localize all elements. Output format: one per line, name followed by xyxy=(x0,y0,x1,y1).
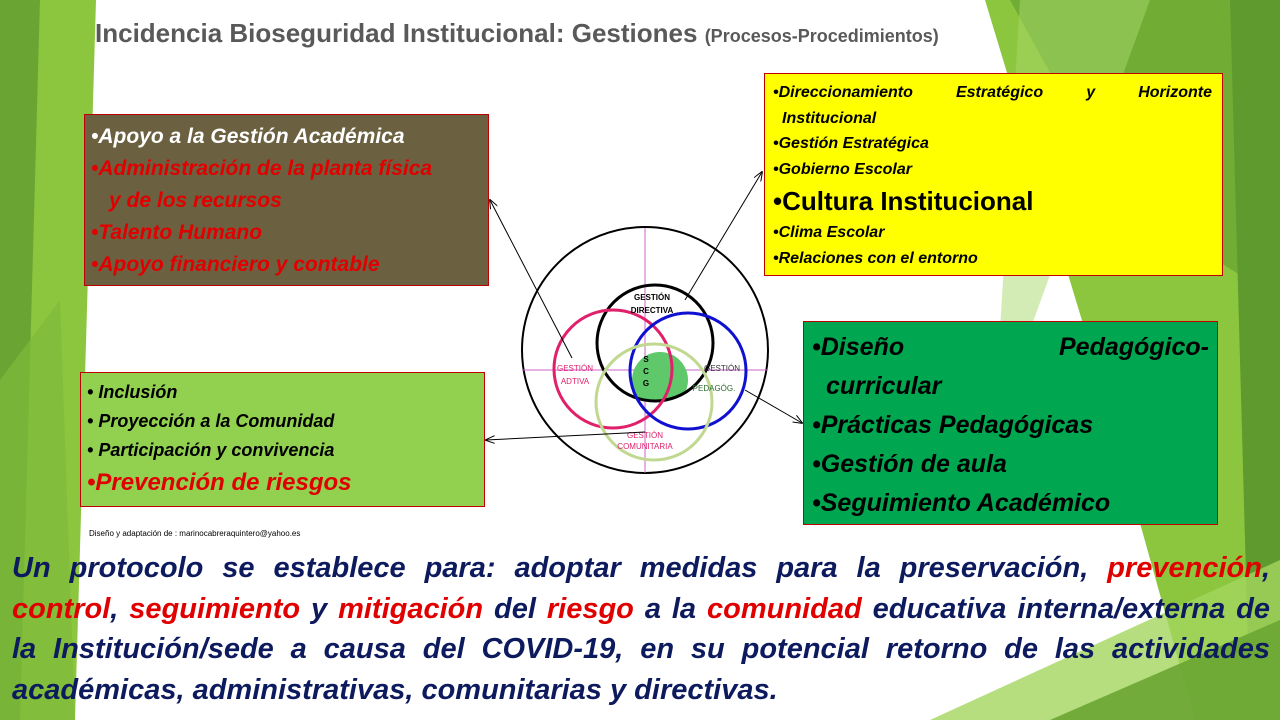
label-comunitaria-2: COMUNITARIA xyxy=(617,442,673,451)
protocol-statement: Un protocolo se establece para: adoptar medidas para la preservación, prevención, control, seguimiento y mitigación del riesgo a la comunidad educativa interna/externa de la Institución/sede a causa del COVID-19, en su potencial retorno de las actividades académicas, administrativas, comunitarias y directivas. xyxy=(12,552,1270,706)
list-item-highlight: •Prevención de riesgos xyxy=(87,469,352,496)
list-item: • Participación y convivencia xyxy=(87,440,335,460)
list-item: •Apoyo a la Gestión Académica xyxy=(91,125,405,148)
list-item: •Gobierno Escolar xyxy=(773,160,912,178)
list-item: • Inclusión xyxy=(87,382,178,402)
title-main: Incidencia Bioseguridad Institucional: Gestiones xyxy=(95,18,698,48)
list-item: •Diseño Pedagógico- xyxy=(812,333,1209,361)
list-item: •Clima Escolar xyxy=(773,224,885,241)
label-administrativa-2: ADTIVA xyxy=(560,377,590,386)
list-item-continuation: Institucional xyxy=(782,109,877,127)
list-item: •Apoyo financiero y contable xyxy=(91,253,380,276)
label-center-g: G xyxy=(642,379,650,388)
list-item: •Administración de la planta física xyxy=(91,157,433,180)
label-pedagogica-1: GESTIÓN xyxy=(703,364,741,373)
list-item: •Gestión Estratégica xyxy=(773,135,929,152)
list-item: •Prácticas Pedagógicas xyxy=(812,411,1094,439)
label-center-c: C xyxy=(643,367,649,376)
list-item: • Proyección a la Comunidad xyxy=(87,411,335,431)
title-subtitle: (Procesos-Procedimientos) xyxy=(704,26,939,46)
list-item: •Gestión de aula xyxy=(812,450,1007,478)
label-comunitaria-1: GESTIÓN xyxy=(626,431,664,440)
arrow-to-comunitaria xyxy=(486,432,645,440)
list-item: •Talento Humano xyxy=(91,221,263,244)
arrow-to-administrativa xyxy=(490,200,572,358)
arrow-to-pedagogica xyxy=(745,390,802,423)
list-item: •Direccionamiento Estratégico y Horizonte xyxy=(773,84,1212,101)
label-administrativa-1: GESTIÓN xyxy=(556,364,594,373)
list-item-continuation: curricular xyxy=(826,372,942,400)
label-directiva-1: GESTIÓN xyxy=(633,293,671,302)
list-item-highlight: •Cultura Institucional xyxy=(773,186,1034,216)
credit-text: Diseño y adaptación de : marinocabreraquintero@yahoo.es xyxy=(89,529,301,538)
arrow-to-directiva xyxy=(685,172,762,300)
list-item-continuation: y de los recursos xyxy=(109,189,282,212)
label-pedagogica-2: PEDAGÓG. xyxy=(692,384,736,393)
label-directiva-2: DIRECTIVA xyxy=(630,306,674,315)
list-item: •Relaciones con el entorno xyxy=(773,249,978,267)
label-center-s: S xyxy=(643,355,649,364)
list-item: •Seguimiento Académico xyxy=(812,489,1111,517)
